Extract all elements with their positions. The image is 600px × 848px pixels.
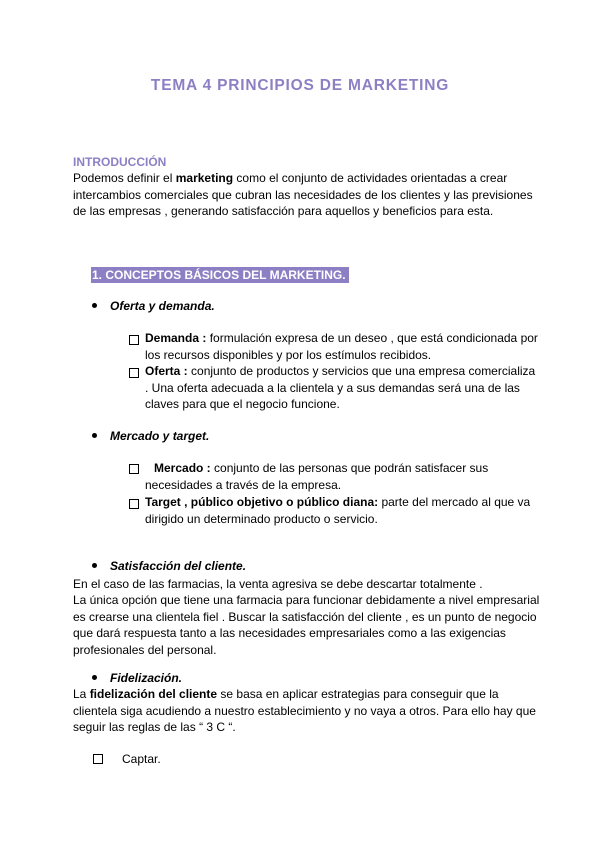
text-mercado: conjunto de las personas que podrán satisfacer sus necesidades a través de la empresa. — [145, 461, 489, 492]
bullet-oferta-demanda — [92, 299, 215, 313]
checkbox-icon — [129, 368, 139, 378]
checkbox-icon — [129, 335, 139, 345]
satisfaccion-paragraph: La única opción que tiene una farmacia para funcionar debidamente a nivel empresarial es crearse una clientela fiel . Buscar la satisfacción del cliente , es un punto de negocio que dará respuesta tanto a las necesidades empresariales como a las exigencias profesionales del personal. — [73, 593, 540, 657]
intro-heading: INTRODUCCIÓN — [73, 155, 167, 169]
list-item-target — [145, 494, 540, 527]
checkbox-icon — [129, 499, 139, 509]
list-item-oferta — [145, 363, 540, 413]
oferta-heading: Oferta y demanda. — [110, 299, 215, 313]
intro-term-marketing: marketing — [175, 171, 234, 185]
bullet-dot-icon — [92, 675, 97, 680]
checkbox-icon — [93, 754, 103, 764]
list-item-demanda — [145, 330, 540, 363]
term-mercado: Mercado : — [154, 461, 211, 475]
satisfaccion-line: En el caso de las farmacias, la venta agresiva se debe descartar totalmente . — [73, 577, 483, 591]
checkbox-icon — [129, 464, 139, 474]
intro-text-pre: Podemos definir el — [73, 171, 176, 185]
fidelizacion-text-post: se basa en aplicar estrategias para conseguir que la clientela siga acudiendo a nuestro establecimiento y no vaya a otros. Para ello hay que seguir las reglas de las “ 3 C “. — [73, 687, 536, 735]
term-demanda: Demanda : — [145, 331, 207, 345]
intro-text-post: como el conjunto de actividades orientadas a crear intercambios comerciales que cubran las necesidades de los clientes y las previsiones de las empresas , generando satisfacción para aquellos y beneficios para esta. — [73, 171, 533, 219]
term-oferta: Oferta : — [145, 364, 188, 378]
text-target: parte del mercado al que va dirigido un determinado producto o servicio. — [145, 495, 531, 526]
bullet-dot-icon — [92, 303, 97, 308]
bullet-mercado-target — [92, 429, 209, 443]
term-target: Target , público objetivo o público diana: — [145, 495, 379, 509]
fidelizacion-term: fidelización del cliente — [89, 687, 218, 701]
intro-paragraph — [73, 170, 543, 220]
list-item-captar: Captar. — [122, 752, 161, 766]
text-demanda: formulación expresa de un deseo , que está condicionada por los recursos disponibles y por los estímulos recibidos. — [145, 331, 538, 362]
fidelizacion-heading: Fidelización. — [110, 671, 183, 685]
text-oferta: conjunto de productos y servicios que una empresa comercializa . Una oferta adecuada a la clientela y a sus demandas será una de las claves para que el negocio funcione. — [145, 364, 536, 412]
bullet-dot-icon — [92, 563, 97, 568]
fidelizacion-paragraph — [73, 686, 545, 736]
bullet-dot-icon — [92, 433, 97, 438]
section-1-heading: 1. CONCEPTOS BÁSICOS DEL MARKETING. — [91, 267, 349, 283]
bullet-fidelizacion — [92, 671, 182, 685]
fidelizacion-text-pre: La — [73, 687, 90, 701]
satisfaccion-heading: Satisfacción del cliente. — [110, 559, 247, 573]
list-item-mercado — [145, 460, 540, 493]
page-title: TEMA 4 PRINCIPIOS DE MARKETING — [150, 77, 450, 94]
bullet-satisfaccion — [92, 559, 246, 573]
mercado-heading: Mercado y target. — [110, 429, 210, 443]
